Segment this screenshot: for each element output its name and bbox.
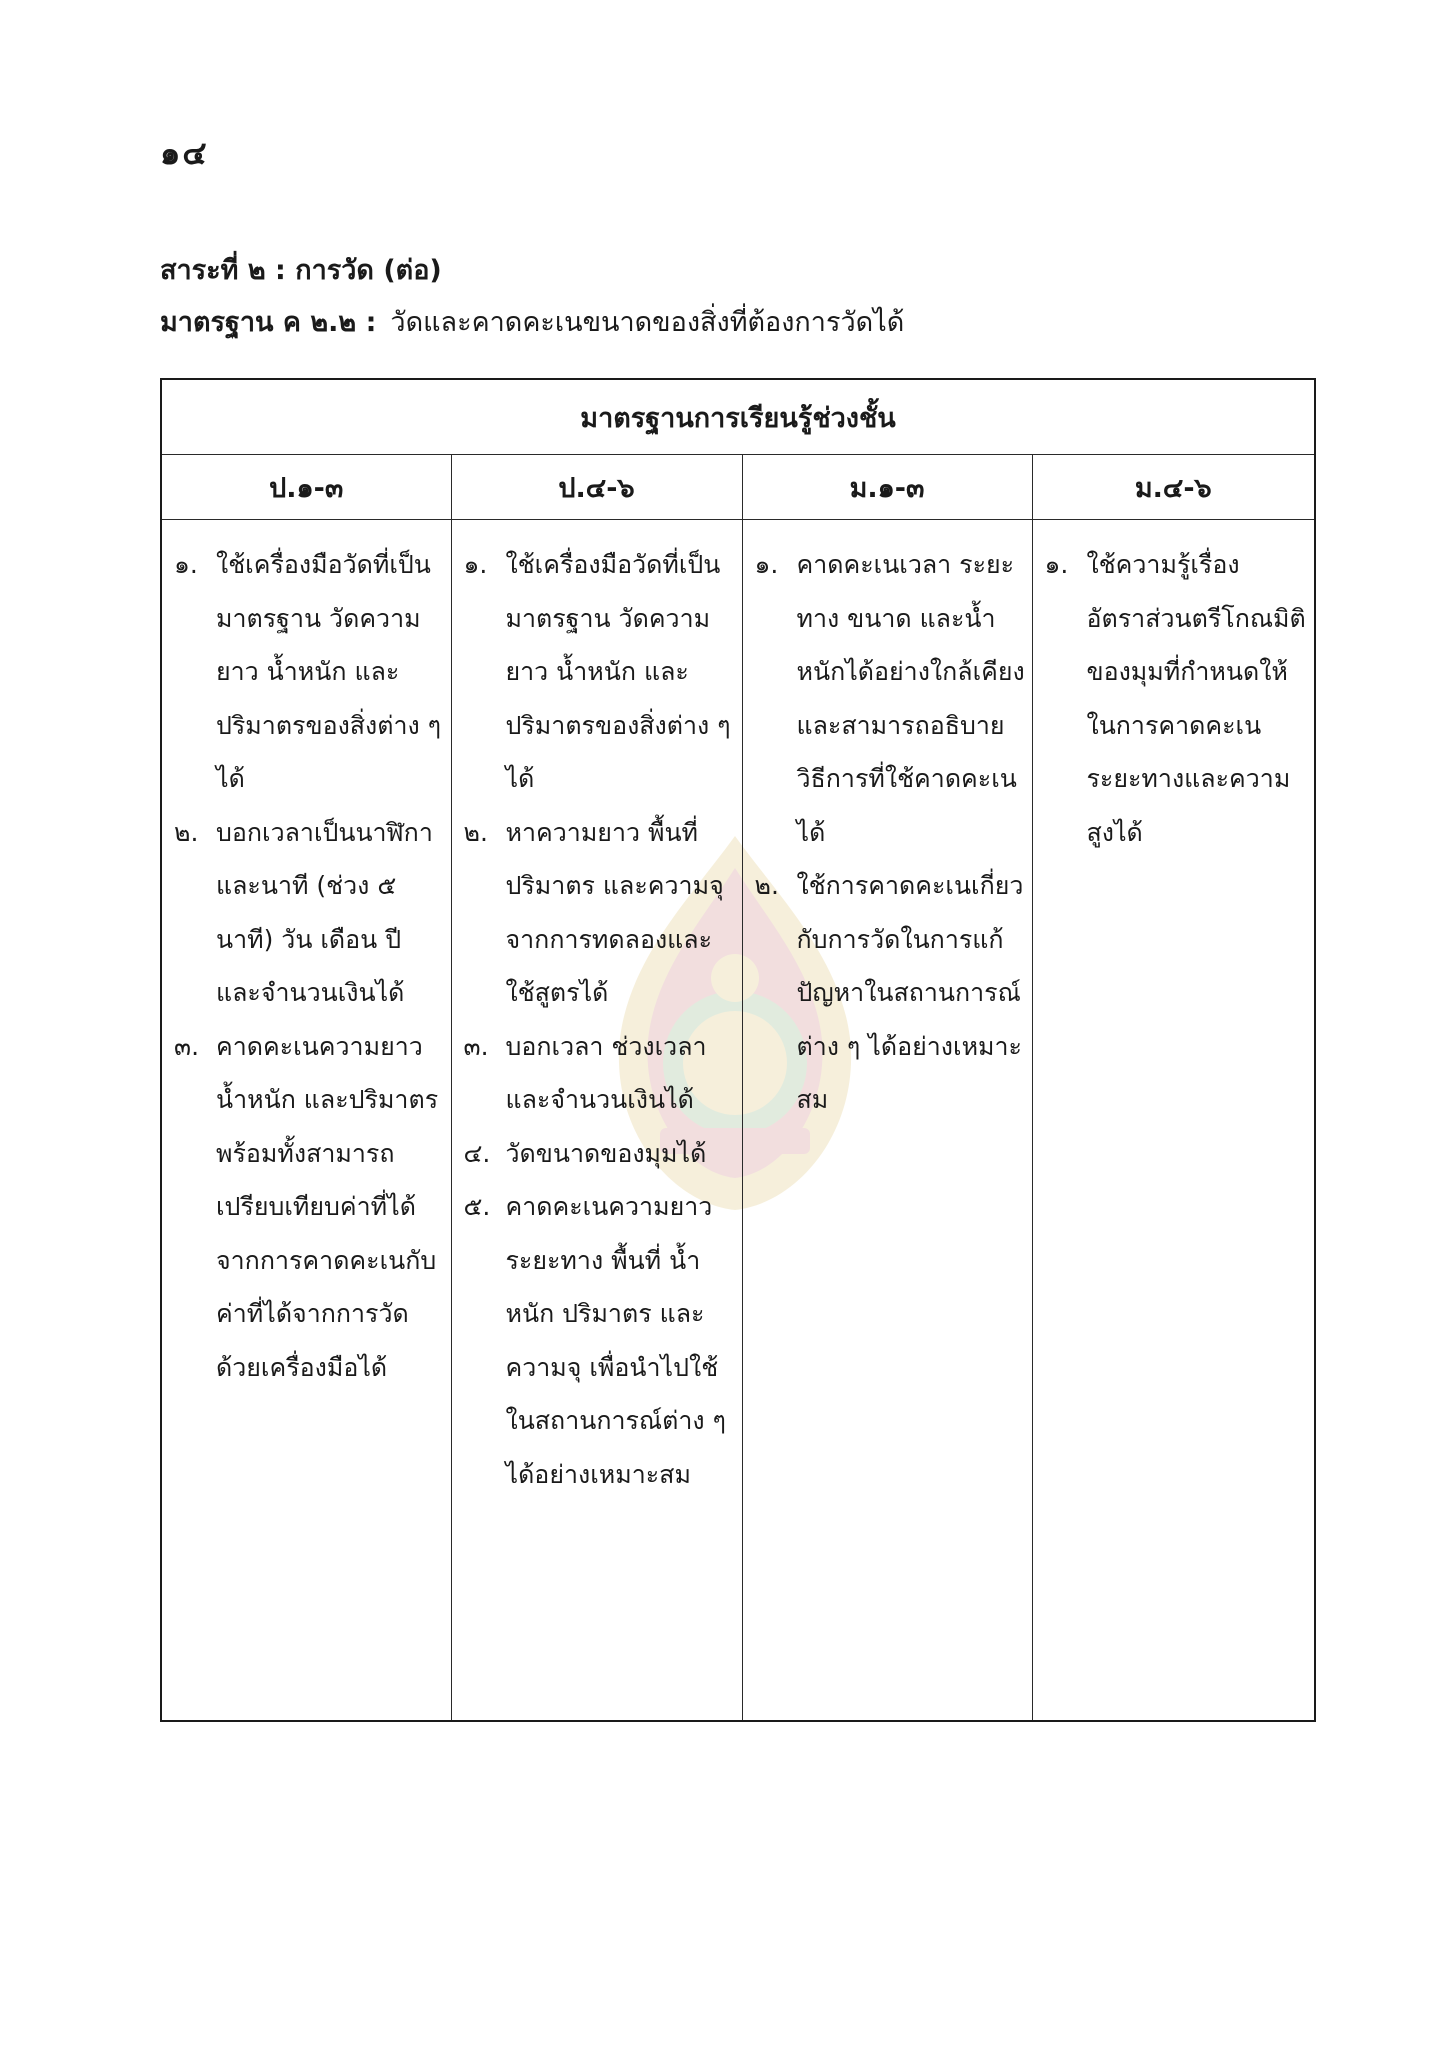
item-number: ๑. [754,550,779,579]
standard-item [172,538,445,806]
standard-item [753,859,1026,1127]
standard-description: วัดและคาดคะเนขนาดของสิ่งที่ต้องการวัดได้ [390,307,905,338]
item-text: ใช้เครื่องมือวัดที่เป็นมาตรฐาน วัดความยาว น้ำหนัก และปริมาตรของสิ่งต่าง ๆ ได้ [216,550,442,793]
item-number: ๕. [463,1192,491,1221]
page-number: ๑๔ [160,134,209,172]
item-text: วัดขนาดของมุมได้ [505,1138,707,1168]
level-header: ป.๔-๖ [451,455,742,520]
item-number: ๑. [463,550,488,579]
item-text: คาดคะเนความยาว น้ำหนัก และปริมาตร พร้อมทั้งสามารถเปรียบเทียบค่าที่ได้จากการคาดคะเนกับค่าที่ได้จากการวัดด้วยเครื่องมือได้ [216,1031,439,1382]
item-text: หาความยาว พื้นที่ ปริมาตร และความจุจากการทดลองและใช้สูตรได้ [505,817,724,1007]
standard-heading [160,300,904,343]
standard-item [462,1180,736,1501]
standard-item [462,1127,736,1181]
level-column [1032,520,1315,1722]
item-text: คาดคะเนเวลา ระยะทาง ขนาด และน้ำหนักได้อย่างใกล้เคียงและสามารถอธิบายวิธีการที่ใช้คาดคะเนได้ [796,550,1025,847]
standard-item [462,1020,736,1127]
item-text: บอกเวลา ช่วงเวลา และจำนวนเงินได้ [505,1031,707,1114]
standard-label: มาตรฐาน ค ๒.๒ : [160,307,377,338]
item-number: ๒. [463,817,488,847]
standard-item [462,806,736,1020]
level-column [451,520,742,1722]
item-number: ๓. [463,1031,489,1061]
strand-title: สาระที่ ๒ : การวัด (ต่อ) [160,255,442,286]
level-header: ม.๔-๖ [1032,455,1315,520]
item-number: ๔. [463,1138,491,1168]
level-header: ป.๑-๓ [161,455,451,520]
item-number: ๒. [174,817,199,847]
level-column [742,520,1032,1722]
item-number: ๑. [1044,550,1069,579]
item-text: คาดคะเนความยาว ระยะทาง พื้นที่ น้ำหนัก ปริมาตร และความจุ เพื่อนำไปใช้ในสถานการณ์ต่าง ๆ ได้อย่างเหมาะสม [505,1192,726,1489]
level-header: ม.๑-๓ [742,455,1032,520]
standards-table [160,378,1316,1722]
item-text: บอกเวลาเป็นนาฬิกาและนาที (ช่วง ๕ นาที) วัน เดือน ปี และจำนวนเงินได้ [216,817,433,1007]
level-column [161,520,451,1722]
item-number: ๓. [174,1031,200,1061]
table-caption: มาตรฐานการเรียนรู้ช่วงชั้น [161,379,1315,455]
item-text: ใช้ความรู้เรื่องอัตราส่วนตรีโกณมิติของมุมที่กำหนดให้ในการคาดคะเนระยะทางและความสูงได้ [1086,550,1306,847]
standard-item [172,1020,445,1395]
standard-item [462,538,736,806]
standard-item [172,806,445,1020]
standard-item [753,538,1026,859]
item-number: ๒. [754,871,779,900]
standard-item [1043,538,1309,859]
item-text: ใช้เครื่องมือวัดที่เป็นมาตรฐาน วัดความยาว น้ำหนัก และปริมาตรของสิ่งต่าง ๆ ได้ [505,550,731,793]
item-number: ๑. [174,550,198,579]
item-text: ใช้การคาดคะเนเกี่ยวกับการวัดในการแก้ปัญหาในสถานการณ์ต่าง ๆ ได้อย่างเหมาะสม [796,871,1024,1114]
